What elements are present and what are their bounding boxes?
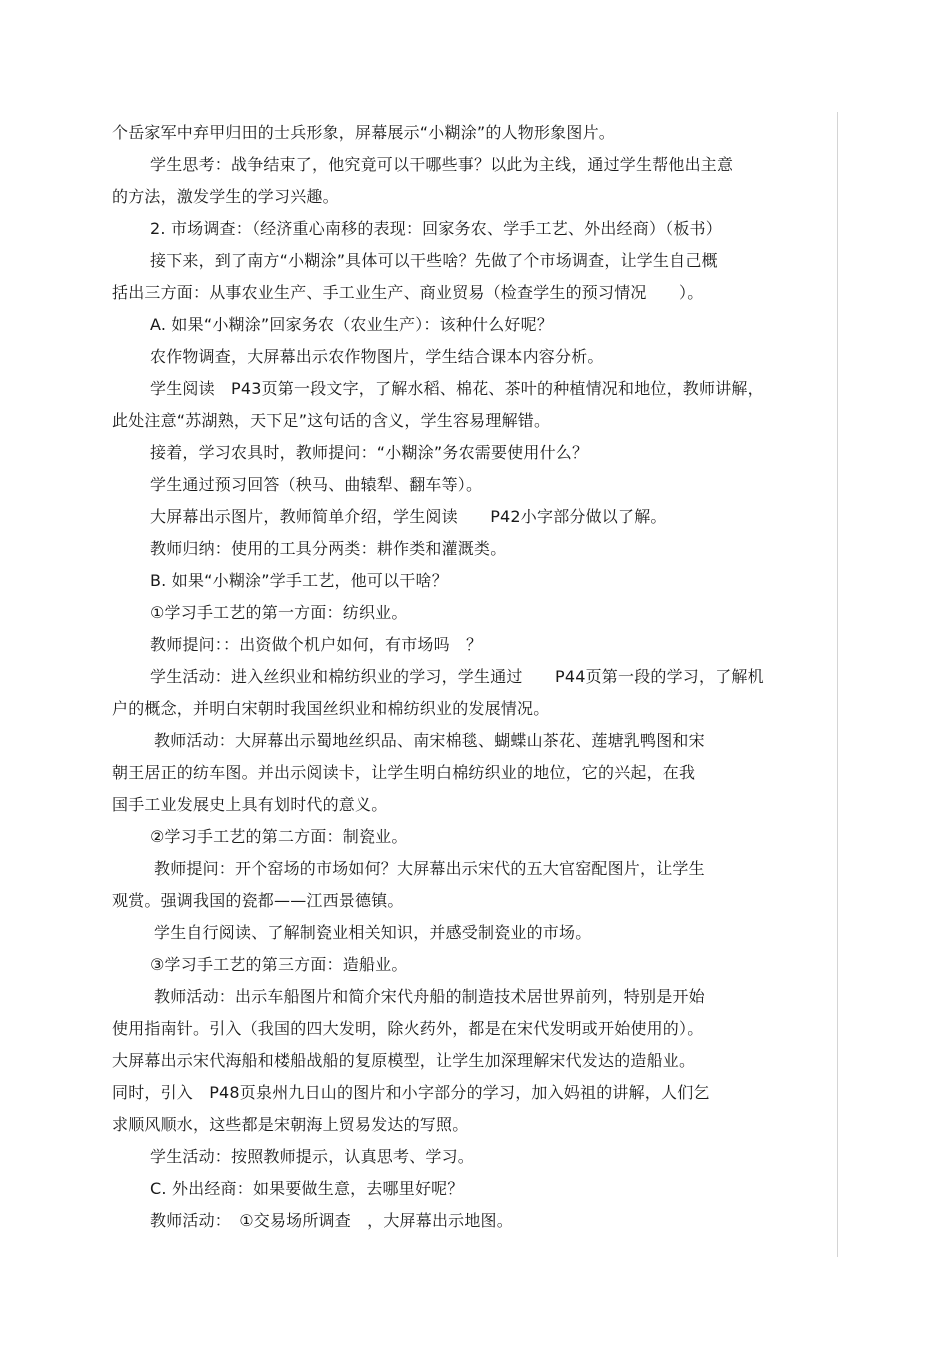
- paragraph-line: 的方法，激发学生的学习兴趣。: [112, 187, 339, 206]
- paragraph-line: B. 如果“小糊涂”学手工艺，他可以干啥？: [150, 571, 448, 590]
- paragraph-line: 使用指南针。引入（我国的四大发明，除火药外，都是在宋代发明或开始使用的）。: [112, 1019, 704, 1038]
- paragraph-line: 大屏幕出示宋代海船和楼船战船的复原模型，让学生加深理解宋代发达的造船业。: [112, 1051, 696, 1070]
- paragraph-line: 同时，引入 P48页泉州九日山的图片和小字部分的学习，加入妈祖的讲解，人们乞: [112, 1083, 710, 1102]
- paragraph-line: 学生活动：进入丝织业和棉纺织业的学习，学生通过 P44页第一段的学习，了解机: [150, 667, 764, 686]
- paragraph-line: 括出三方面：从事农业生产、手工业生产、商业贸易（检查学生的预习情况 ）。: [112, 283, 704, 302]
- paragraph-line: 教师活动： ①交易场所调查 ，大屏幕出示地图。: [150, 1211, 513, 1230]
- paragraph-line: 求顺风顺水，这些都是宋朝海上贸易发达的写照。: [112, 1115, 469, 1134]
- paragraph-line: 户的概念，并明白宋朝时我国丝织业和棉纺织业的发展情况。: [112, 699, 550, 718]
- paragraph-line: 教师归纳：使用的工具分两类：耕作类和灌溉类。: [150, 539, 507, 558]
- paragraph-line: ①学习手工艺的第一方面：纺织业。: [150, 603, 408, 622]
- paragraph-line: 教师活动：出示车船图片和简介宋代舟船的制造技术居世界前列，特别是开始: [154, 987, 705, 1006]
- paragraph-line: 观赏。强调我国的瓷都——江西景德镇。: [112, 891, 404, 910]
- paragraph-line: 国手工业发展史上具有划时代的意义。: [112, 795, 388, 814]
- paragraph-line: ②学习手工艺的第二方面：制瓷业。: [150, 827, 408, 846]
- paragraph-line: 学生思考：战争结束了，他究竟可以干哪些事？以此为主线，通过学生帮他出主意: [150, 155, 734, 174]
- paragraph-line: 接下来，到了南方“小糊涂”具体可以干些啥？先做了个市场调查，让学生自己概: [150, 251, 718, 270]
- paragraph-line: A. 如果“小糊涂”回家务农（农业生产）：该种什么好呢？: [150, 315, 554, 334]
- paragraph-line: 接着，学习农具时，教师提问：“小糊涂”务农需要使用什么？: [150, 443, 589, 462]
- paragraph-line: 此处注意“苏湖熟，天下足”这句话的含义，学生容易理解错。: [112, 411, 551, 430]
- paragraph-line: 学生通过预习回答（秧马、曲辕犁、翻车等）。: [150, 475, 483, 494]
- paragraph-line: 学生阅读 P43页第一段文字，了解水稻、棉花、茶叶的种植情况和地位，教师讲解，: [150, 379, 764, 398]
- paragraph-line: 学生自行阅读、了解制瓷业相关知识，并感受制瓷业的市场。: [154, 923, 592, 942]
- paragraph-line: 个岳家军中弃甲归田的士兵形象，屏幕展示“小糊涂”的人物形象图片。: [112, 123, 615, 142]
- paragraph-line: 农作物调查，大屏幕出示农作物图片，学生结合课本内容分析。: [150, 347, 604, 366]
- paragraph-line: ③学习手工艺的第三方面：造船业。: [150, 955, 408, 974]
- paragraph-line: 教师活动：大屏幕出示蜀地丝织品、南宋棉毯、蝴蝶山茶花、莲塘乳鸭图和宋: [154, 731, 705, 750]
- paragraph-line: 学生活动：按照教师提示，认真思考、学习。: [150, 1147, 475, 1166]
- margin-rule: [837, 112, 838, 1257]
- paragraph-line: 大屏幕出示图片，教师简单介绍，学生阅读 P42小字部分做以了解。: [150, 507, 667, 526]
- document-body: [112, 117, 832, 1237]
- paragraph-line: 2. 市场调查：（经济重心南移的表现：回家务农、学手工艺、外出经商）（板书）: [150, 219, 722, 238]
- paragraph-line: 教师提问：开个窑场的市场如何？大屏幕出示宋代的五大官窑配图片，让学生: [154, 859, 705, 878]
- paragraph-line: 教师提问：：出资做个机户如何，有市场吗 ？: [150, 635, 483, 654]
- paragraph-line: C. 外出经商：如果要做生意，去哪里好呢？: [150, 1179, 464, 1198]
- paragraph-line: 朝王居正的纺车图。并出示阅读卡，让学生明白棉纺织业的地位，它的兴起，在我: [112, 763, 696, 782]
